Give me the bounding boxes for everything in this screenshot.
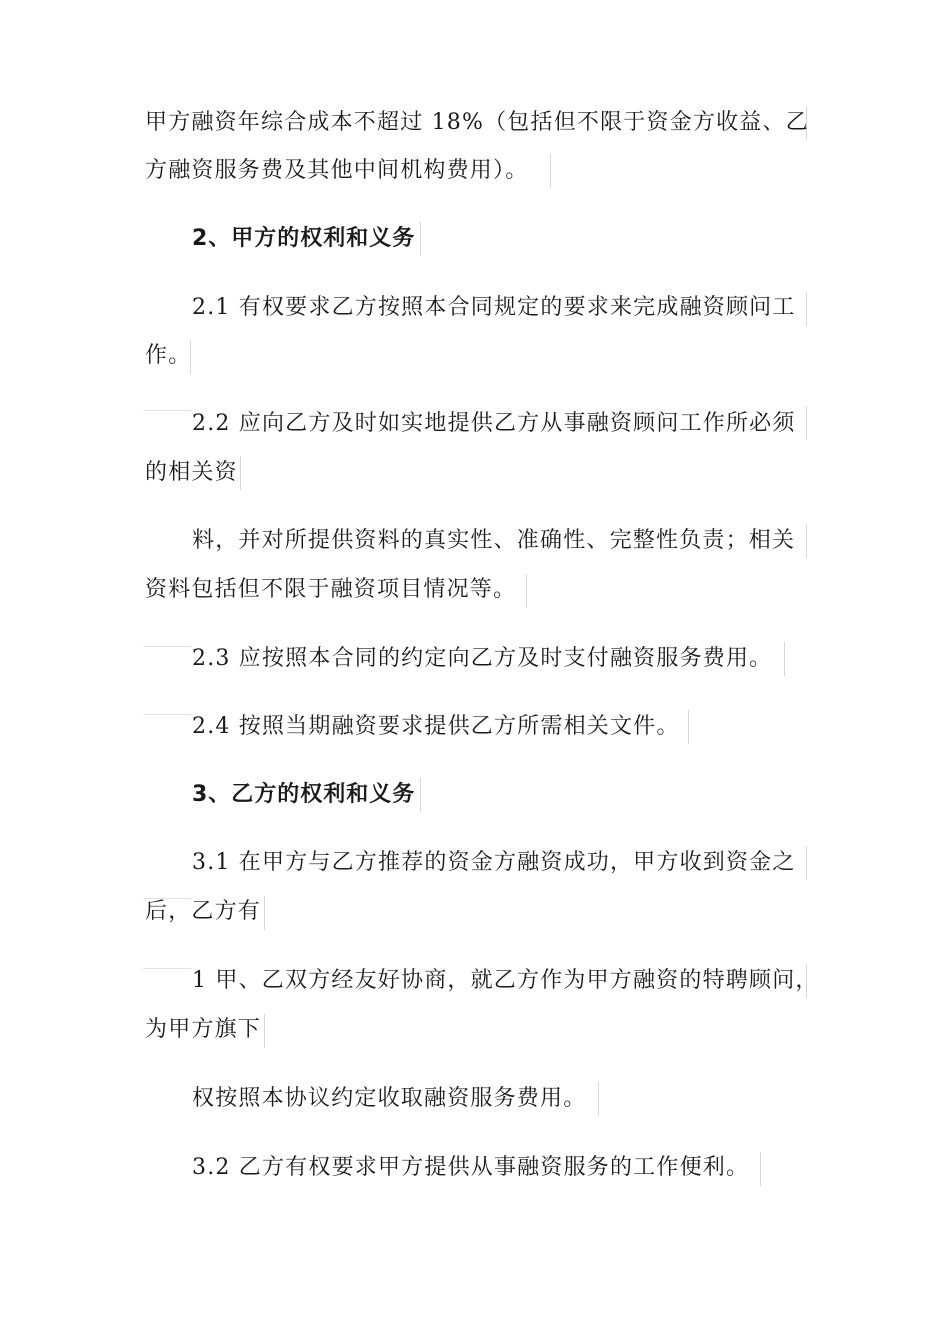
cell-border (760, 1152, 761, 1186)
cell-border (420, 778, 421, 812)
cell-border (784, 642, 785, 676)
body-text-line: 甲方融资年综合成本不超过 18%（包括但不限于资金方收益、乙 (145, 110, 809, 135)
body-text-line: 2.1 有权要求乙方按照本合同规定的要求来完成融资顾问工 (192, 295, 796, 320)
body-text-line: 3.2 乙方有权要求甲方提供从事融资服务的工作便利。 (192, 1155, 750, 1180)
section-heading: 3、乙方的权利和义务 (192, 782, 416, 807)
body-text-line: 为甲方旗下 (145, 1017, 262, 1042)
body-text-line: 资料包括但不限于融资项目情况等。 (145, 577, 517, 602)
body-text-line: 2.2 应向乙方及时如实地提供乙方从事融资顾问工作所必须 (192, 411, 796, 436)
cell-border (550, 154, 551, 188)
body-text-line: 3.1 在甲方与乙方推荐的资金方融资成功，甲方收到资金之 (192, 850, 796, 875)
cell-border (240, 456, 241, 490)
cell-border (143, 968, 191, 969)
body-text-line: 1 甲、乙双方经友好协商，就乙方作为甲方融资的特聘顾问， (192, 968, 819, 993)
body-text-line: 2.3 应按照本合同的约定向乙方及时支付融资服务费用。 (192, 646, 773, 671)
section-heading: 2、甲方的权利和义务 (192, 226, 416, 251)
body-text-line: 后，乙方有 (145, 899, 262, 924)
cell-border (264, 896, 265, 930)
cell-border (143, 646, 191, 647)
cell-border (420, 222, 421, 256)
cell-border (143, 410, 191, 411)
body-text-line: 权按照本协议约定收取融资服务费用。 (192, 1086, 587, 1111)
cell-border (806, 846, 807, 880)
cell-border (688, 710, 689, 744)
cell-border (526, 574, 527, 608)
cell-border (264, 1014, 265, 1048)
body-text-line: 方融资服务费及其他中间机构费用）。 (145, 158, 529, 183)
cell-border (598, 1082, 599, 1116)
body-text-line: 料，并对所提供资料的真实性、准确性、完整性负责；相关 (192, 528, 796, 553)
cell-border (143, 714, 191, 715)
cell-border (806, 406, 807, 440)
body-text-line: 作。 (145, 343, 192, 368)
cell-border (806, 292, 807, 326)
cell-border (806, 524, 807, 558)
body-text-line: 的相关资 (145, 460, 238, 485)
body-text-line: 2.4 按照当期融资要求提供乙方所需相关文件。 (192, 714, 680, 739)
